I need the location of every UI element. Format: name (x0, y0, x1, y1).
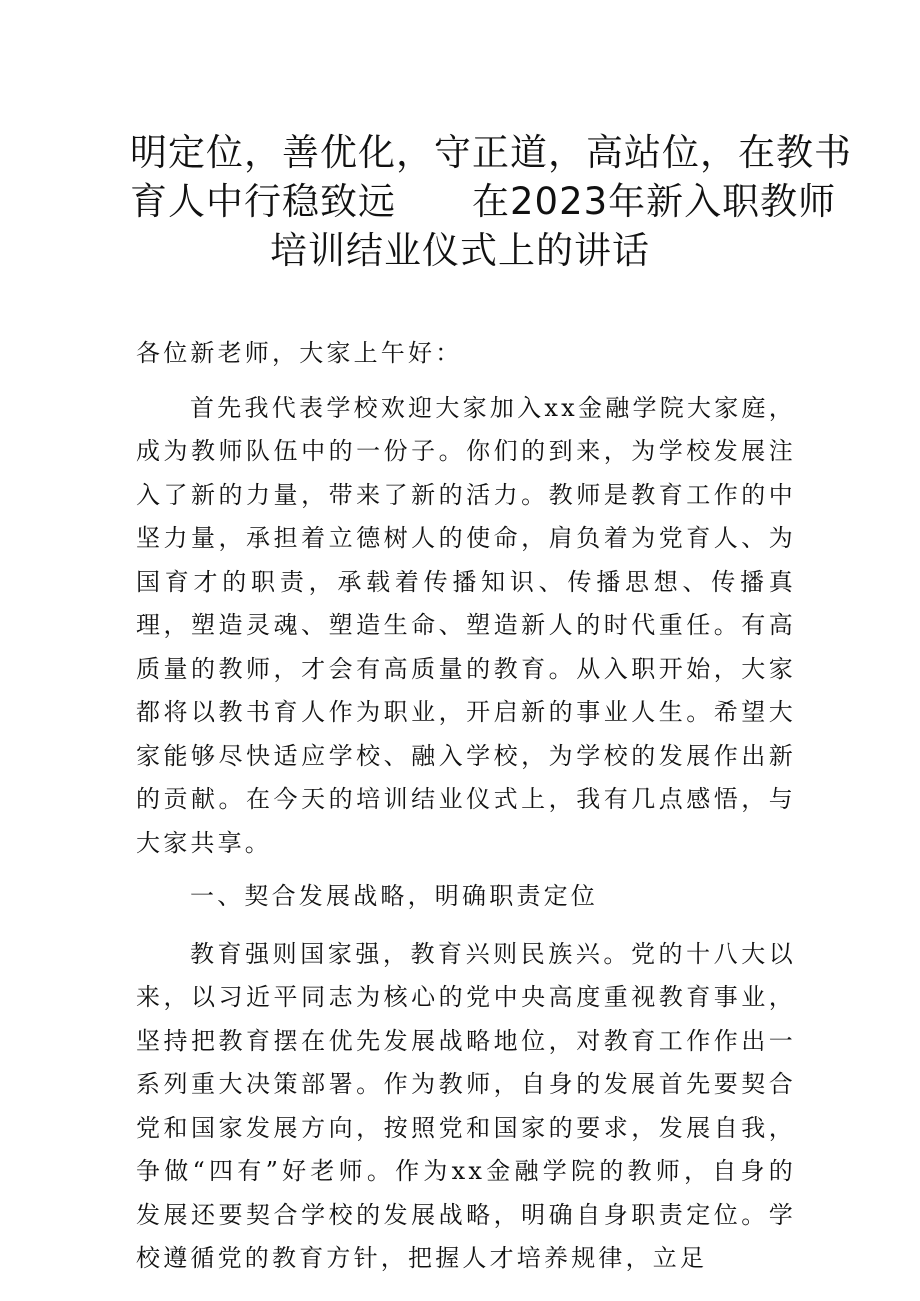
greeting: 各位新老师，大家上午好： (136, 339, 463, 367)
paragraph-strategy: 教育强则国家强，教育兴则民族兴。党的十八大以来，以习近平同志为核心的党中央高度重视教育事业，坚持把教育摆在优先发展战略地位，对教育工作作出一系列重大决策部署。作为教师，自身的发展首先要契合党和国家发展方向，按照党和国家的要求，发展自我，争做“四有”好老师。作为xx金融学院的教师，自身的发展还要契合学校的发展战略，明确自身职责定位。学校遵循党的教育方针，把握人才培养规律，立足 (136, 939, 796, 1272)
document-body (136, 332, 796, 1281)
title-line-2: 育人中行稳致远 在2023年新入职教师 (130, 180, 837, 223)
title-line-3: 培训结业仪式上的讲话 (270, 229, 650, 272)
section-heading-1: 一、契合发展战略，明确职责定位 (190, 882, 598, 910)
document-title (130, 128, 852, 275)
paragraph-welcome: 首先我代表学校欢迎大家加入xx金融学院大家庭，成为教师队伍中的一份子。你们的到来，为学校发展注入了新的力量，带来了新的活力。教师是教育工作的中坚力量，承担着立德树人的使命，肩负着为党育人、为国育才的职责，承载着传播知识、传播思想、传播真理，塑造灵魂、塑造生命、塑造新人的时代重任。有高质量的教师，才会有高质量的教育。从入职开始，大家都将以教书育人作为职业，开启新的事业人生。希望大家能够尽快适应学校、融入学校，为学校的发展作出新的贡献。在今天的培训结业仪式上，我有几点感悟，与大家共享。 (136, 393, 796, 857)
title-line-1: 明定位，善优化，守正道，高站位，在教书 (130, 131, 852, 174)
